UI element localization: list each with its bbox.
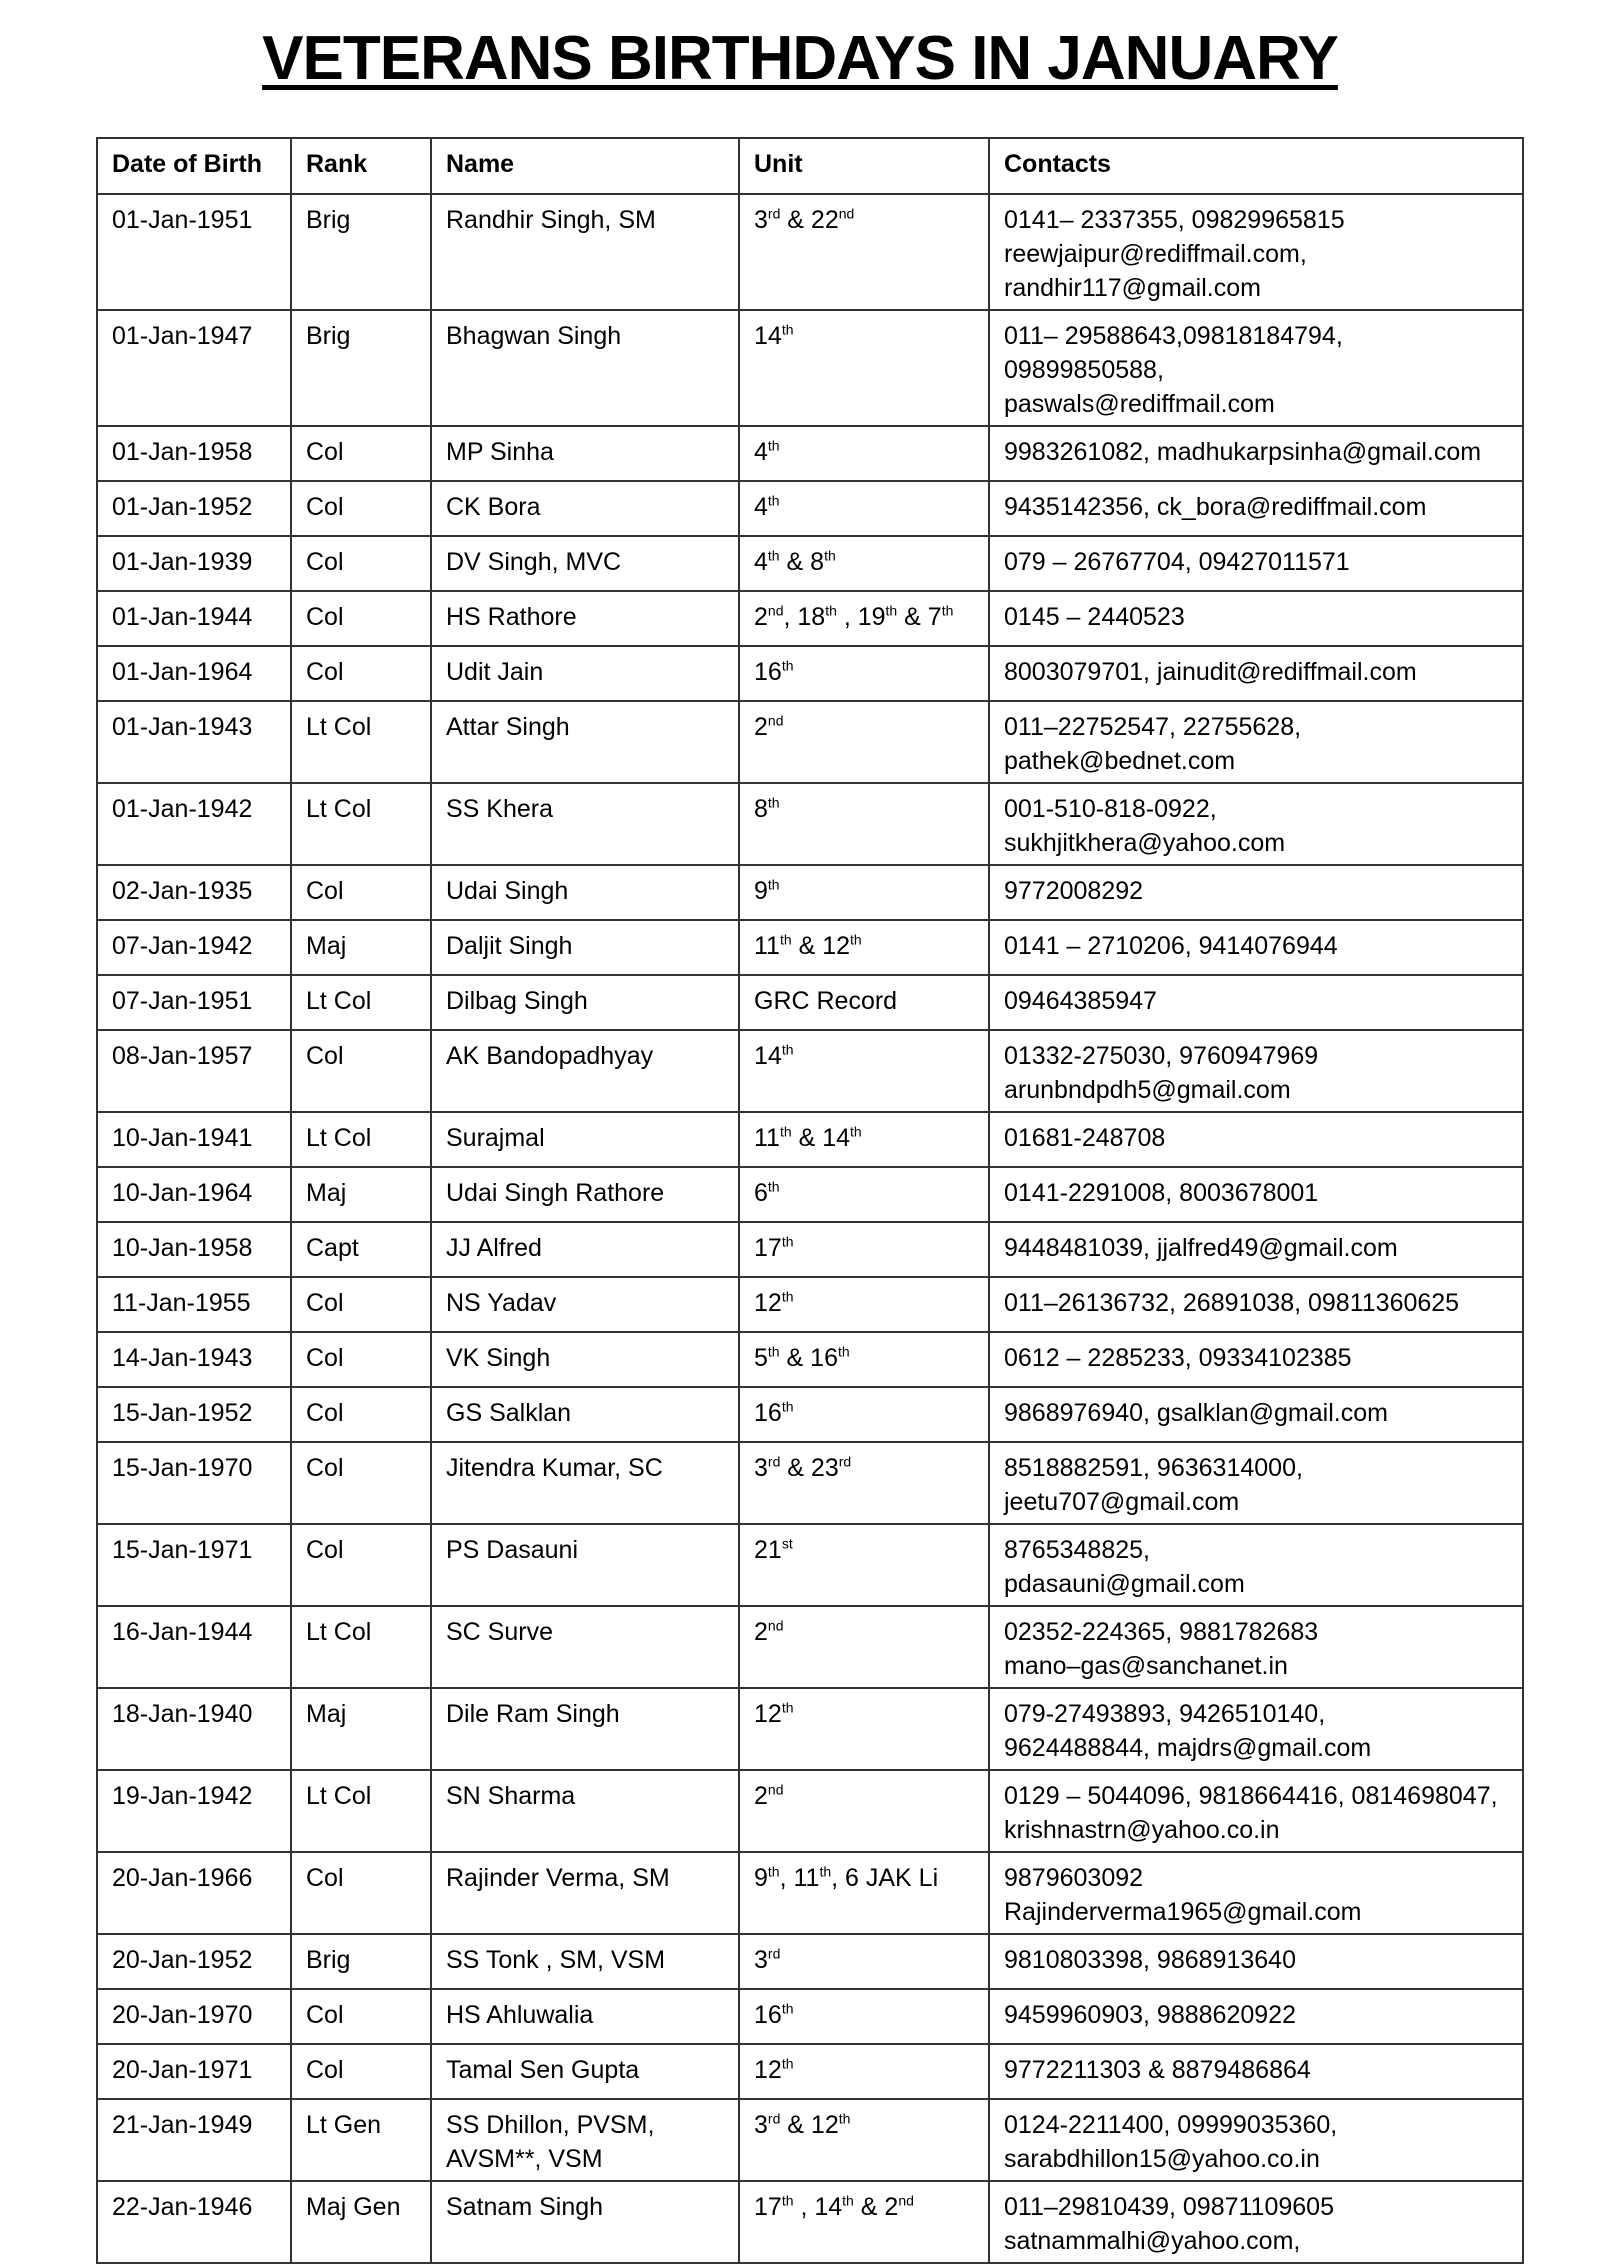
- unit-cell: 5th & 16th: [739, 1332, 989, 1387]
- unit-cell: 3rd & 22nd: [739, 194, 989, 310]
- contacts-cell: 011–26136732, 26891038, 09811360625: [989, 1277, 1523, 1332]
- table-row: [97, 2099, 1523, 2181]
- name-cell: Dilbag Singh: [431, 975, 739, 1030]
- dob-cell: 22-Jan-1946: [97, 2181, 291, 2263]
- rank-cell: Maj: [291, 1688, 431, 1770]
- name-cell: Tamal Sen Gupta: [431, 2044, 739, 2099]
- contacts-cell: 8518882591, 9636314000, jeetu707@gmail.com: [989, 1442, 1523, 1524]
- name-cell: NS Yadav: [431, 1277, 739, 1332]
- name-cell: JJ Alfred: [431, 1222, 739, 1277]
- unit-cell: 8th: [739, 783, 989, 865]
- dob-cell: 10-Jan-1958: [97, 1222, 291, 1277]
- column-header-contacts: Contacts: [989, 138, 1523, 194]
- dob-cell: 14-Jan-1943: [97, 1332, 291, 1387]
- name-cell: Daljit Singh: [431, 920, 739, 975]
- name-cell: HS Ahluwalia: [431, 1989, 739, 2044]
- dob-cell: 07-Jan-1942: [97, 920, 291, 975]
- dob-cell: 15-Jan-1971: [97, 1524, 291, 1606]
- table-row: [97, 920, 1523, 975]
- contacts-cell: 01332-275030, 9760947969 arunbndpdh5@gmail.com: [989, 1030, 1523, 1112]
- name-cell: Surajmal: [431, 1112, 739, 1167]
- rank-cell: Brig: [291, 310, 431, 426]
- rank-cell: Lt Col: [291, 1770, 431, 1852]
- table-row: [97, 1989, 1523, 2044]
- dob-cell: 11-Jan-1955: [97, 1277, 291, 1332]
- page-title-text: VETERANS BIRTHDAYS IN JANUARY: [262, 24, 1338, 93]
- rank-cell: Brig: [291, 194, 431, 310]
- table-row: [97, 1688, 1523, 1770]
- table-row: [97, 1770, 1523, 1852]
- rank-cell: Col: [291, 1332, 431, 1387]
- dob-cell: 10-Jan-1941: [97, 1112, 291, 1167]
- dob-cell: 01-Jan-1958: [97, 426, 291, 481]
- table-row: [97, 1387, 1523, 1442]
- contacts-cell: 0141– 2337355, 09829965815 reewjaipur@rediffmail.com, randhir117@gmail.com: [989, 194, 1523, 310]
- rank-cell: Brig: [291, 1934, 431, 1989]
- contacts-cell: 9772008292: [989, 865, 1523, 920]
- unit-cell: GRC Record: [739, 975, 989, 1030]
- table-row: [97, 310, 1523, 426]
- rank-cell: Col: [291, 536, 431, 591]
- table-row: [97, 1524, 1523, 1606]
- table-row: [97, 2181, 1523, 2263]
- rank-cell: Lt Col: [291, 783, 431, 865]
- table-row: [97, 783, 1523, 865]
- rank-cell: Col: [291, 481, 431, 536]
- table-row: [97, 975, 1523, 1030]
- dob-cell: 01-Jan-1939: [97, 536, 291, 591]
- rank-cell: Maj: [291, 1167, 431, 1222]
- unit-cell: 14th: [739, 1030, 989, 1112]
- name-cell: VK Singh: [431, 1332, 739, 1387]
- rank-cell: Col: [291, 1387, 431, 1442]
- unit-cell: 4th & 8th: [739, 536, 989, 591]
- contacts-cell: 011–29810439, 09871109605 satnammalhi@yahoo.com,: [989, 2181, 1523, 2263]
- unit-cell: 2nd: [739, 701, 989, 783]
- table-row: [97, 1852, 1523, 1934]
- table-row: [97, 865, 1523, 920]
- contacts-cell: 0124-2211400, 09999035360, sarabdhillon15@yahoo.co.in: [989, 2099, 1523, 2181]
- name-cell: Udai Singh Rathore: [431, 1167, 739, 1222]
- rank-cell: Lt Col: [291, 975, 431, 1030]
- rank-cell: Lt Col: [291, 1606, 431, 1688]
- table-row: [97, 481, 1523, 536]
- name-cell: Jitendra Kumar, SC: [431, 1442, 739, 1524]
- contacts-cell: 8765348825, pdasauni@gmail.com: [989, 1524, 1523, 1606]
- rank-cell: Col: [291, 1852, 431, 1934]
- table-header-row: [97, 138, 1523, 194]
- unit-cell: 16th: [739, 1387, 989, 1442]
- unit-cell: 21st: [739, 1524, 989, 1606]
- name-cell: Randhir Singh, SM: [431, 194, 739, 310]
- unit-cell: 2nd: [739, 1606, 989, 1688]
- dob-cell: 20-Jan-1971: [97, 2044, 291, 2099]
- name-cell: Attar Singh: [431, 701, 739, 783]
- name-cell: HS Rathore: [431, 591, 739, 646]
- rank-cell: Col: [291, 1030, 431, 1112]
- contacts-cell: 079-27493893, 9426510140, 9624488844, majdrs@gmail.com: [989, 1688, 1523, 1770]
- dob-cell: 18-Jan-1940: [97, 1688, 291, 1770]
- name-cell: AK Bandopadhyay: [431, 1030, 739, 1112]
- name-cell: Bhagwan Singh: [431, 310, 739, 426]
- unit-cell: 12th: [739, 1277, 989, 1332]
- dob-cell: 01-Jan-1944: [97, 591, 291, 646]
- unit-cell: 11th & 14th: [739, 1112, 989, 1167]
- contacts-cell: 001-510-818-0922, sukhjitkhera@yahoo.com: [989, 783, 1523, 865]
- contacts-cell: 9983261082, madhukarpsinha@gmail.com: [989, 426, 1523, 481]
- rank-cell: Col: [291, 426, 431, 481]
- column-header-rank: Rank: [291, 138, 431, 194]
- rank-cell: Col: [291, 646, 431, 701]
- dob-cell: 20-Jan-1970: [97, 1989, 291, 2044]
- table-row: [97, 1167, 1523, 1222]
- name-cell: Udit Jain: [431, 646, 739, 701]
- rank-cell: Col: [291, 865, 431, 920]
- dob-cell: 01-Jan-1952: [97, 481, 291, 536]
- rank-cell: Col: [291, 1277, 431, 1332]
- dob-cell: 01-Jan-1942: [97, 783, 291, 865]
- dob-cell: 20-Jan-1952: [97, 1934, 291, 1989]
- column-header-unit: Unit: [739, 138, 989, 194]
- dob-cell: 01-Jan-1943: [97, 701, 291, 783]
- table-row: [97, 701, 1523, 783]
- dob-cell: 15-Jan-1952: [97, 1387, 291, 1442]
- name-cell: SC Surve: [431, 1606, 739, 1688]
- page-title: [0, 22, 1600, 96]
- name-cell: Satnam Singh: [431, 2181, 739, 2263]
- contacts-cell: 9448481039, jjalfred49@gmail.com: [989, 1222, 1523, 1277]
- rank-cell: Lt Gen: [291, 2099, 431, 2181]
- contacts-cell: 9879603092 Rajinderverma1965@gmail.com: [989, 1852, 1523, 1934]
- unit-cell: 11th & 12th: [739, 920, 989, 975]
- unit-cell: 16th: [739, 1989, 989, 2044]
- contacts-cell: 8003079701, jainudit@rediffmail.com: [989, 646, 1523, 701]
- unit-cell: 12th: [739, 2044, 989, 2099]
- unit-cell: 16th: [739, 646, 989, 701]
- dob-cell: 01-Jan-1951: [97, 194, 291, 310]
- unit-cell: 3rd: [739, 1934, 989, 1989]
- dob-cell: 07-Jan-1951: [97, 975, 291, 1030]
- contacts-cell: 9868976940, gsalklan@gmail.com: [989, 1387, 1523, 1442]
- contacts-cell: 02352-224365, 9881782683 mano–gas@sanchanet.in: [989, 1606, 1523, 1688]
- column-header-name: Name: [431, 138, 739, 194]
- rank-cell: Lt Col: [291, 701, 431, 783]
- name-cell: SS Tonk , SM, VSM: [431, 1934, 739, 1989]
- table-row: [97, 1277, 1523, 1332]
- unit-cell: 2nd: [739, 1770, 989, 1852]
- contacts-cell: 079 – 26767704, 09427011571: [989, 536, 1523, 591]
- name-cell: Dile Ram Singh: [431, 1688, 739, 1770]
- contacts-cell: 0141-2291008, 8003678001: [989, 1167, 1523, 1222]
- rank-cell: Col: [291, 1524, 431, 1606]
- unit-cell: 9th: [739, 865, 989, 920]
- rank-cell: Capt: [291, 1222, 431, 1277]
- name-cell: MP Sinha: [431, 426, 739, 481]
- name-cell: DV Singh, MVC: [431, 536, 739, 591]
- unit-cell: 17th: [739, 1222, 989, 1277]
- birthday-table: [96, 137, 1524, 2264]
- unit-cell: 3rd & 12th: [739, 2099, 989, 2181]
- contacts-cell: 9435142356, ck_bora@rediffmail.com: [989, 481, 1523, 536]
- table-row: [97, 1222, 1523, 1277]
- contacts-cell: 09464385947: [989, 975, 1523, 1030]
- table-row: [97, 1442, 1523, 1524]
- table-row: [97, 2044, 1523, 2099]
- dob-cell: 10-Jan-1964: [97, 1167, 291, 1222]
- unit-cell: 4th: [739, 481, 989, 536]
- name-cell: SS Khera: [431, 783, 739, 865]
- rank-cell: Col: [291, 2044, 431, 2099]
- dob-cell: 20-Jan-1966: [97, 1852, 291, 1934]
- contacts-cell: 9459960903, 9888620922: [989, 1989, 1523, 2044]
- name-cell: SS Dhillon, PVSM, AVSM**, VSM: [431, 2099, 739, 2181]
- table-row: [97, 1606, 1523, 1688]
- table-row: [97, 1112, 1523, 1167]
- contacts-cell: 9772211303 & 8879486864: [989, 2044, 1523, 2099]
- name-cell: PS Dasauni: [431, 1524, 739, 1606]
- table-row: [97, 1332, 1523, 1387]
- contacts-cell: 0145 – 2440523: [989, 591, 1523, 646]
- name-cell: Rajinder Verma, SM: [431, 1852, 739, 1934]
- column-header-dob: Date of Birth: [97, 138, 291, 194]
- unit-cell: 9th, 11th, 6 JAK Li: [739, 1852, 989, 1934]
- table-row: [97, 536, 1523, 591]
- name-cell: Udai Singh: [431, 865, 739, 920]
- contacts-cell: 011–22752547, 22755628, pathek@bednet.com: [989, 701, 1523, 783]
- name-cell: SN Sharma: [431, 1770, 739, 1852]
- contacts-cell: 01681-248708: [989, 1112, 1523, 1167]
- rank-cell: Maj: [291, 920, 431, 975]
- dob-cell: 19-Jan-1942: [97, 1770, 291, 1852]
- table-row: [97, 591, 1523, 646]
- rank-cell: Col: [291, 1989, 431, 2044]
- contacts-cell: 9810803398, 9868913640: [989, 1934, 1523, 1989]
- dob-cell: 15-Jan-1970: [97, 1442, 291, 1524]
- table-row: [97, 1030, 1523, 1112]
- name-cell: GS Salklan: [431, 1387, 739, 1442]
- rank-cell: Col: [291, 1442, 431, 1524]
- rank-cell: Lt Col: [291, 1112, 431, 1167]
- unit-cell: 2nd, 18th , 19th & 7th: [739, 591, 989, 646]
- dob-cell: 08-Jan-1957: [97, 1030, 291, 1112]
- contacts-cell: 0141 – 2710206, 9414076944: [989, 920, 1523, 975]
- table-row: [97, 194, 1523, 310]
- unit-cell: 14th: [739, 310, 989, 426]
- table-row: [97, 646, 1523, 701]
- unit-cell: 12th: [739, 1688, 989, 1770]
- dob-cell: 01-Jan-1947: [97, 310, 291, 426]
- rank-cell: Maj Gen: [291, 2181, 431, 2263]
- unit-cell: 3rd & 23rd: [739, 1442, 989, 1524]
- table-row: [97, 1934, 1523, 1989]
- rank-cell: Col: [291, 591, 431, 646]
- dob-cell: 21-Jan-1949: [97, 2099, 291, 2181]
- dob-cell: 02-Jan-1935: [97, 865, 291, 920]
- dob-cell: 01-Jan-1964: [97, 646, 291, 701]
- unit-cell: 4th: [739, 426, 989, 481]
- unit-cell: 17th , 14th & 2nd: [739, 2181, 989, 2263]
- table-row: [97, 426, 1523, 481]
- contacts-cell: 0612 – 2285233, 09334102385: [989, 1332, 1523, 1387]
- unit-cell: 6th: [739, 1167, 989, 1222]
- contacts-cell: 0129 – 5044096, 9818664416, 0814698047, krishnastrn@yahoo.co.in: [989, 1770, 1523, 1852]
- contacts-cell: 011– 29588643,09818184794, 09899850588, paswals@rediffmail.com: [989, 310, 1523, 426]
- dob-cell: 16-Jan-1944: [97, 1606, 291, 1688]
- name-cell: CK Bora: [431, 481, 739, 536]
